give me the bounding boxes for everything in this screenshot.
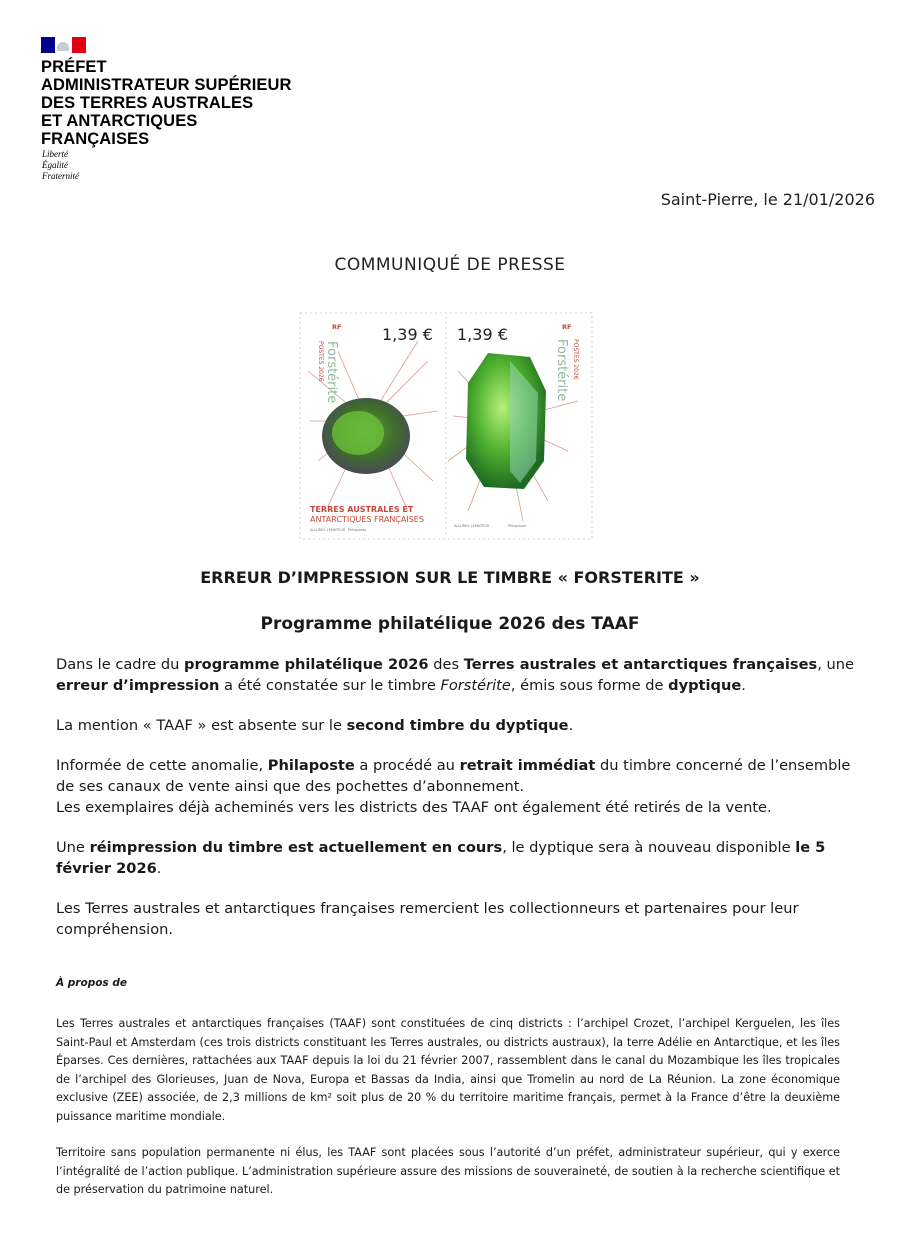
rock-crystals (332, 411, 384, 455)
subheadline: Programme philatélique 2026 des TAAF (260, 614, 640, 634)
text-run: Les exemplaires déjà acheminés vers les districts des TAAF ont également été retirés de la vente. (56, 799, 772, 816)
text-run: . (568, 717, 574, 734)
text-run: a été constatée sur le timbre (219, 677, 441, 694)
text-run: des (428, 656, 464, 673)
institution-line: DES TERRES AUSTRALES (41, 94, 254, 112)
bold-run: second timbre du dyptique (346, 717, 569, 734)
right-credit: ALLURES LEMATEUR (454, 524, 490, 528)
bold-run: Philaposte (267, 757, 355, 774)
motto-egalite: Égalité (42, 160, 68, 170)
document-type: COMMUNIQUÉ DE PRESSE (334, 255, 566, 275)
institution-name (41, 58, 292, 148)
paragraph-5: Les Terres australes et antarctiques françaises remercient les collectionneurs et partenaires pour leur compréhension. (56, 900, 799, 938)
motto-liberte: Liberté (42, 149, 68, 159)
left-title-line1: TERRES AUSTRALES ET (310, 505, 414, 514)
paragraph-2 (56, 715, 856, 736)
text-run: , émis sous forme de (510, 677, 669, 694)
bold-run: le 5 février 2026 (56, 839, 826, 877)
bold-run: programme philatélique 2026 (184, 656, 429, 673)
text-run: , une (817, 656, 854, 673)
right-printer: Philaposte (508, 524, 527, 528)
italic-run: Forstérite (440, 677, 511, 694)
paragraph-1 (56, 654, 856, 696)
republic-motto (42, 149, 79, 182)
left-rf: RF (332, 323, 342, 331)
bold-run: dyptique (668, 677, 742, 694)
text-run: La mention « TAAF » est absente sur le (56, 717, 347, 734)
headline: ERREUR D’IMPRESSION SUR LE TIMBRE « FORSTERITE » (200, 568, 700, 587)
text-run: du timbre concerné de l’ensemble de ses canaux de vente ainsi que des pochettes d’abonnement. (56, 757, 851, 795)
text-run: Informée de cette anomalie, (56, 757, 268, 774)
right-postes: POSTES 2026 (572, 339, 579, 380)
bold-run: erreur d’impression (56, 677, 220, 694)
left-printer: Philaposte (348, 528, 367, 532)
text-run: a procédé au (354, 757, 460, 774)
bold-run: réimpression du timbre est actuellement en cours (89, 839, 503, 856)
bold-run: Terres australes et antarctiques françaises (463, 656, 818, 673)
text-run: , le dyptique sera à nouveau disponible (502, 839, 796, 856)
text-run: . (156, 860, 162, 877)
paragraph-4 (56, 837, 856, 879)
left-title-line2: ANTARCTIQUES FRANÇAISES (310, 515, 424, 524)
press-release-body (56, 654, 856, 940)
flag-blue-band (41, 37, 55, 53)
about-heading: À propos de (56, 977, 127, 989)
about-text: Territoire sans population permanente ni élus, les TAAF sont placées sous l’autorité d’un préfet, administrateur supérieur, qui y exerce l’intégralité de l’action publique. L’administration supérieure assure des missions de souveraineté, de soutien à la recherche scientifique et de préservation du patrimoine naturel. (56, 1146, 840, 1197)
institution-line: FRANÇAISES (41, 130, 150, 148)
right-price: 1,39 € (457, 325, 508, 344)
institution-line: ET ANTARCTIQUES (41, 112, 198, 130)
text-run: Une (56, 839, 90, 856)
left-price: 1,39 € (382, 325, 433, 344)
left-credit: ALLURES LEMATEUR (310, 528, 346, 532)
about-paragraph-2 (56, 1144, 840, 1200)
text-run: Dans le cadre du (56, 656, 185, 673)
left-name: Forstérite (324, 341, 339, 404)
right-rf: RF (562, 323, 572, 331)
flag-white-band (55, 37, 72, 53)
stamp-diptych-image (298, 311, 594, 541)
about-text: Les Terres australes et antarctiques françaises (TAAF) sont constituées de cinq districts : l’archipel Crozet, l’archipel Kerguelen, les îles Saint-Paul et Amsterdam (ces trois districts constituant les Terres australes, ou districts austraux), la terre Adélie en Antarctique, et les îles Éparses. Ces dernières, rattachées aux TAAF depuis la loi du 21 février 2007, rassemblent dans le canal du Mozambique les îles tropicales de l’archipel des Glorieuses, Juan de Nova, Europa et Bassas da India, ainsi que Tromelin au nord de La Réunion. La zone économique exclusive (ZEE) associée, de 2,3 millions de km² soit plus de 20 % du territoire maritime français, permet à la France d’être la deuxième puissance maritime mondiale. (56, 1017, 840, 1123)
paragraph-3 (56, 755, 856, 818)
bold-run: retrait immédiat (459, 757, 596, 774)
institution-line: PRÉFET (41, 58, 107, 76)
motto-fraternite: Fraternité (42, 171, 79, 181)
stamp-diptych-svg (298, 311, 594, 541)
left-postes: POSTES 2026 (317, 341, 324, 382)
date-line: Saint-Pierre, le 21/01/2026 (660, 190, 875, 209)
flag-red-band (72, 37, 86, 53)
right-name: Forstérite (554, 339, 569, 402)
about-paragraph-1 (56, 1015, 840, 1127)
text-run: . (741, 677, 746, 694)
institution-line: ADMINISTRATEUR SUPÉRIEUR (41, 76, 292, 94)
marianne-flag-logo (41, 37, 86, 53)
